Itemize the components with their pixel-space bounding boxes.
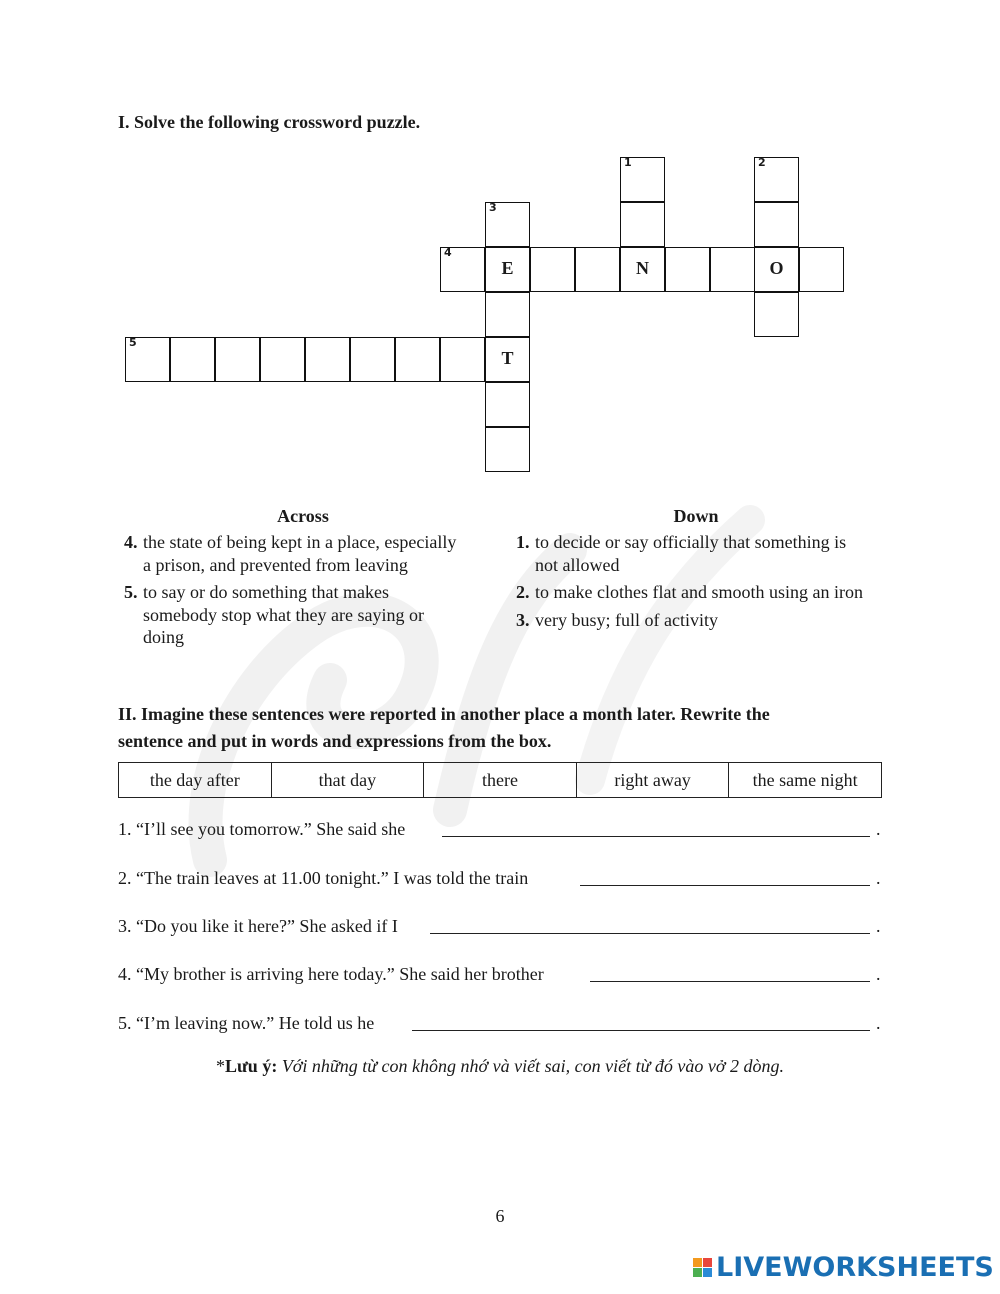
clue-text: to decide or say officially that something is not allowed [535,532,847,575]
word-box-item: the same night [752,770,858,790]
word-box-item: the day after [119,763,272,797]
clue-text: the state of being kept in a place, especially a prison, and prevented from leaving [143,532,457,575]
word-box-item: that day [272,763,425,797]
given-letter: N [636,258,649,278]
clue-item [510,581,882,604]
word-box-item: there [424,763,577,797]
section1-title: I. Solve the following crossword puzzle. [118,112,421,132]
clue-number: 2 [758,156,766,169]
across-clues [118,506,488,654]
crossword-cell[interactable] [485,427,530,472]
crossword-cell[interactable] [485,247,530,292]
note-prefix: * [216,1056,225,1076]
note-text: Với những từ con không nhớ và viết sai, con viết từ đó vào vở 2 dòng. [281,1056,784,1076]
clue-number: 1 [624,156,632,169]
crossword-cell[interactable] [215,337,260,382]
crossword-cell[interactable] [665,247,710,292]
period: . [876,916,881,936]
section2-title-line1: II. Imagine these sentences were reported in another place a month later. Rewrite the [118,704,770,724]
crossword-cell[interactable] [620,202,665,247]
clue-item [510,609,882,632]
crossword-cell[interactable] [620,157,665,202]
crossword-cell[interactable] [260,337,305,382]
period: . [876,1013,881,1033]
clue-item [118,581,488,649]
note-label: Lưu ý: [225,1056,278,1076]
logo-icon [693,1258,712,1277]
sentence-prompt: 4. “My brother is arriving here today.” She said her brother [118,964,544,984]
clue-number: 5 [129,336,137,349]
answer-line[interactable] [580,885,870,886]
note [0,1056,1000,1077]
sentence-prompt: 1. “I’ll see you tomorrow.” She said she [118,819,406,839]
given-letter: O [769,258,784,278]
crossword-cell[interactable] [485,292,530,337]
clue-num: 2. [516,582,530,602]
clue-item [510,531,882,576]
clue-text: to say or do something that makes somebody stop what they are saying or doing [143,582,424,647]
answer-line[interactable] [412,1030,870,1031]
down-heading: Down [673,506,719,526]
clue-num: 5. [124,582,138,602]
crossword-cell[interactable] [485,382,530,427]
sentence-prompt: 3. “Do you like it here?” She asked if I [118,916,398,936]
liveworksheets-logo [693,1252,994,1283]
clue-item [118,531,488,576]
brand-name: LIVEWORKSHEETS [716,1252,994,1283]
answer-line[interactable] [442,836,870,837]
clue-num: 3. [516,609,530,630]
crossword-cell[interactable] [395,337,440,382]
crossword-cell[interactable] [620,247,665,292]
crossword-cell[interactable] [485,202,530,247]
crossword-cell[interactable] [754,247,799,292]
answer-line[interactable] [590,981,870,982]
page-number: 6 [495,1206,505,1226]
clue-number: 3 [489,201,497,214]
clue-number: 4 [444,246,452,259]
crossword-cell[interactable] [440,247,485,292]
section2-title-line2: sentence and put in words and expressions from the box. [118,731,552,751]
across-heading: Across [277,506,329,526]
clue-text: very busy; full of activity [535,609,718,630]
crossword-cell[interactable] [305,337,350,382]
crossword-cell[interactable] [125,337,170,382]
down-clues [510,506,882,636]
crossword-cell[interactable] [799,247,844,292]
given-letter: T [501,348,514,368]
clue-num: 1. [516,532,530,552]
period: . [876,819,881,839]
crossword-cell[interactable] [350,337,395,382]
period: . [876,964,881,984]
clue-text: to make clothes flat and smooth using an iron [535,582,863,602]
given-letter: E [501,258,514,278]
word-box-item: right away [577,763,730,797]
word-box [118,762,882,798]
crossword-cell[interactable] [485,337,530,382]
sentence-prompt: 5. “I’m leaving now.” He told us he [118,1013,375,1033]
crossword-cell[interactable] [754,157,799,202]
crossword-cell[interactable] [530,247,575,292]
crossword-cell[interactable] [440,337,485,382]
crossword-cell[interactable] [170,337,215,382]
crossword-cell[interactable] [575,247,620,292]
clue-num: 4. [124,532,138,552]
crossword-cell[interactable] [754,202,799,247]
answer-line[interactable] [430,933,870,934]
period: . [876,868,881,888]
sentence-prompt: 2. “The train leaves at 11.00 tonight.” I was told the train [118,868,529,888]
crossword-cell[interactable] [754,292,799,337]
crossword-cell[interactable] [710,247,755,292]
